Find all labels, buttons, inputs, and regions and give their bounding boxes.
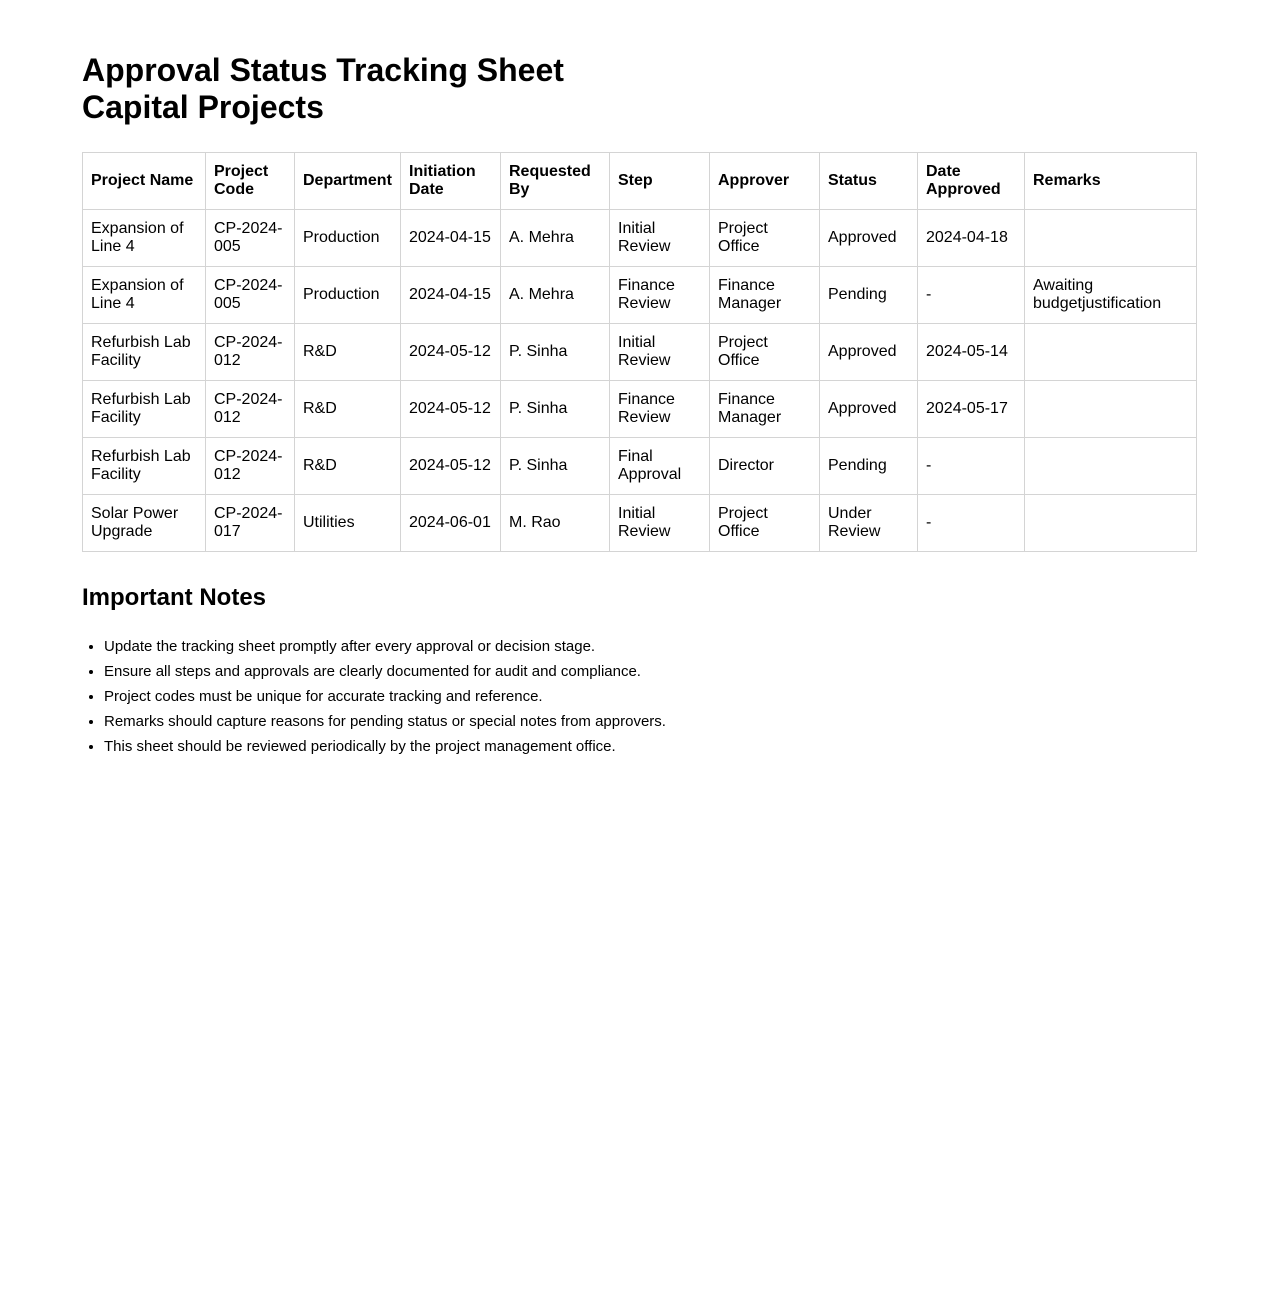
cell-remarks [1025,495,1197,552]
column-header-step: Step [610,153,710,210]
cell-requested-by: P. Sinha [501,381,610,438]
note-item: • Remarks should capture reasons for pending status or special notes from approvers. [104,709,1196,734]
column-header-requested-by: Requested By [501,153,610,210]
cell-approver: Project Office [710,324,820,381]
cell-requested-by: A. Mehra [501,267,610,324]
cell-project-name: Expansion of Line 4 [83,210,206,267]
cell-status: Approved [820,381,918,438]
cell-department: R&D [295,438,401,495]
column-header-date-approved: Date Approved [918,153,1025,210]
cell-initiation-date: 2024-05-12 [401,381,501,438]
column-header-project-code: Project Code [206,153,295,210]
cell-project-name: Refurbish Lab Facility [83,324,206,381]
table-row [83,210,1197,267]
column-header-status: Status [820,153,918,210]
cell-project-name: Refurbish Lab Facility [83,438,206,495]
cell-initiation-date: 2024-05-12 [401,438,501,495]
page-title [82,52,1196,126]
cell-approver: Finance Manager [710,381,820,438]
column-header-initiation-date: Initiation Date [401,153,501,210]
cell-approver: Finance Manager [710,267,820,324]
column-header-approver: Approver [710,153,820,210]
table-row [83,324,1197,381]
cell-requested-by: M. Rao [501,495,610,552]
cell-date-approved: 2024-05-14 [918,324,1025,381]
cell-project-code: CP-2024-017 [206,495,295,552]
cell-remarks [1025,324,1197,381]
table-header-row [83,153,1197,210]
cell-step: Initial Review [610,495,710,552]
cell-step: Final Approval [610,438,710,495]
cell-date-approved: - [918,267,1025,324]
cell-department: Production [295,267,401,324]
notes-heading: Important Notes [82,584,267,611]
cell-requested-by: A. Mehra [501,210,610,267]
cell-approver: Project Office [710,495,820,552]
cell-date-approved: 2024-05-17 [918,381,1025,438]
cell-status: Pending [820,438,918,495]
cell-approver: Director [710,438,820,495]
cell-status: Under Review [820,495,918,552]
column-header-department: Department [295,153,401,210]
page-title-line-2: Capital Projects [82,89,324,125]
note-item: • Project codes must be unique for accurate tracking and reference. [104,684,1196,709]
page-title-line-1: Approval Status Tracking Sheet [82,52,564,88]
cell-project-code: CP-2024-012 [206,381,295,438]
cell-date-approved: 2024-04-18 [918,210,1025,267]
cell-remarks [1025,438,1197,495]
table-row [83,495,1197,552]
notes-list [82,634,1196,759]
cell-date-approved: - [918,495,1025,552]
cell-approver: Project Office [710,210,820,267]
cell-initiation-date: 2024-04-15 [401,267,501,324]
cell-remarks [1025,210,1197,267]
cell-requested-by: P. Sinha [501,438,610,495]
cell-initiation-date: 2024-05-12 [401,324,501,381]
table-row [83,381,1197,438]
cell-step: Initial Review [610,210,710,267]
cell-status: Approved [820,210,918,267]
cell-remarks: Awaiting budgetjustification [1025,267,1197,324]
cell-project-name: Solar Power Upgrade [83,495,206,552]
cell-date-approved: - [918,438,1025,495]
note-item: • Ensure all steps and approvals are clearly documented for audit and compliance. [104,659,1196,684]
table-row [83,267,1197,324]
column-header-remarks: Remarks [1025,153,1197,210]
cell-project-code: CP-2024-012 [206,438,295,495]
table-row [83,438,1197,495]
cell-status: Pending [820,267,918,324]
approval-tracking-table [82,152,1197,552]
cell-project-code: CP-2024-005 [206,210,295,267]
cell-requested-by: P. Sinha [501,324,610,381]
cell-department: Utilities [295,495,401,552]
cell-project-code: CP-2024-012 [206,324,295,381]
cell-initiation-date: 2024-04-15 [401,210,501,267]
cell-initiation-date: 2024-06-01 [401,495,501,552]
cell-department: R&D [295,324,401,381]
cell-department: Production [295,210,401,267]
cell-project-name: Refurbish Lab Facility [83,381,206,438]
cell-step: Finance Review [610,381,710,438]
cell-project-name: Expansion of Line 4 [83,267,206,324]
cell-step: Finance Review [610,267,710,324]
cell-step: Initial Review [610,324,710,381]
column-header-project-name: Project Name [83,153,206,210]
cell-remarks [1025,381,1197,438]
note-item: • This sheet should be reviewed periodically by the project management office. [104,734,1196,759]
note-item: • Update the tracking sheet promptly after every approval or decision stage. [104,634,1196,659]
cell-department: R&D [295,381,401,438]
cell-project-code: CP-2024-005 [206,267,295,324]
cell-status: Approved [820,324,918,381]
